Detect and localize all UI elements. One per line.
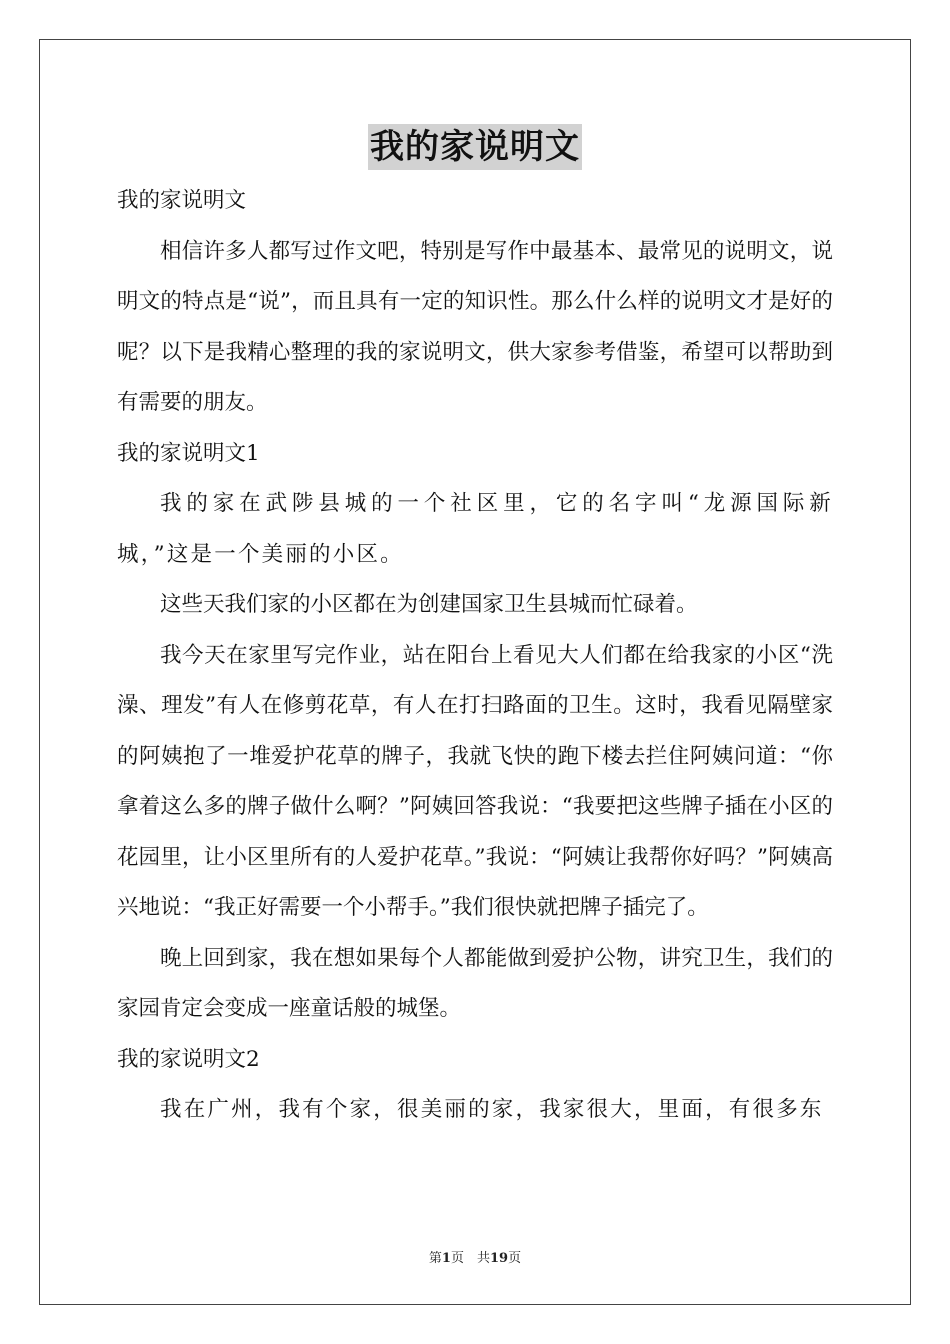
- page-footer: [0, 1247, 950, 1266]
- document-title: 我的家说明文: [368, 124, 582, 170]
- body-paragraph: 我在广州，我有个家，很美丽的家，我家很大，里面，有很多东: [160, 1097, 824, 1122]
- section-heading: 我的家说明文1: [117, 440, 260, 466]
- body-paragraph: 晚上回到家，我在想如果每个人都能做到爱护公物，讲究卫生，我们的家园肯定会变成一座童话般的城堡。: [117, 945, 833, 1021]
- title-container: [0, 124, 950, 170]
- footer-suffix: 页: [508, 1251, 522, 1266]
- section-heading: 我的家说明文: [117, 188, 247, 213]
- footer-mid: 页 共: [450, 1251, 490, 1266]
- document-body: [117, 176, 833, 1136]
- body-paragraph: 相信许多人都写过作文吧，特别是写作中最基本、最常见的说明文，说明文的特点是“说”，而且具有一定的知识性。那么什么样的说明文才是好的呢？以下是我精心整理的我的家说明文，供大家参考借鉴，希望可以帮助到有需要的朋友。: [117, 238, 833, 415]
- footer-page-total: 19: [489, 1251, 509, 1266]
- body-paragraph: 我的家在武陟县城的一个社区里，它的名字叫“龙源国际新城，”这是一个美丽的小区。: [117, 491, 833, 567]
- footer-prefix: 第: [428, 1251, 442, 1266]
- body-paragraph: 我今天在家里写完作业，站在阳台上看见大人们都在给我家的小区“洗澡、理发”有人在修剪花草，有人在打扫路面的卫生。这时，我看见隔壁家的阿姨抱了一堆爱护花草的牌子，我就飞快的跑下楼去拦住阿姨问道：“你拿着这么多的牌子做什么啊？”阿姨回答我说：“我要把这些牌子插在小区的花园里，让小区里所有的人爱护花草。”我说：“阿姨让我帮你好吗？”阿姨高兴地说：“我正好需要一个小帮手。”我们很快就把牌子插完了。: [117, 642, 833, 920]
- footer-page-current: 1: [441, 1251, 451, 1266]
- body-paragraph: 这些天我们家的小区都在为创建国家卫生县城而忙碌着。: [160, 592, 698, 617]
- section-heading: 我的家说明文2: [117, 1046, 260, 1072]
